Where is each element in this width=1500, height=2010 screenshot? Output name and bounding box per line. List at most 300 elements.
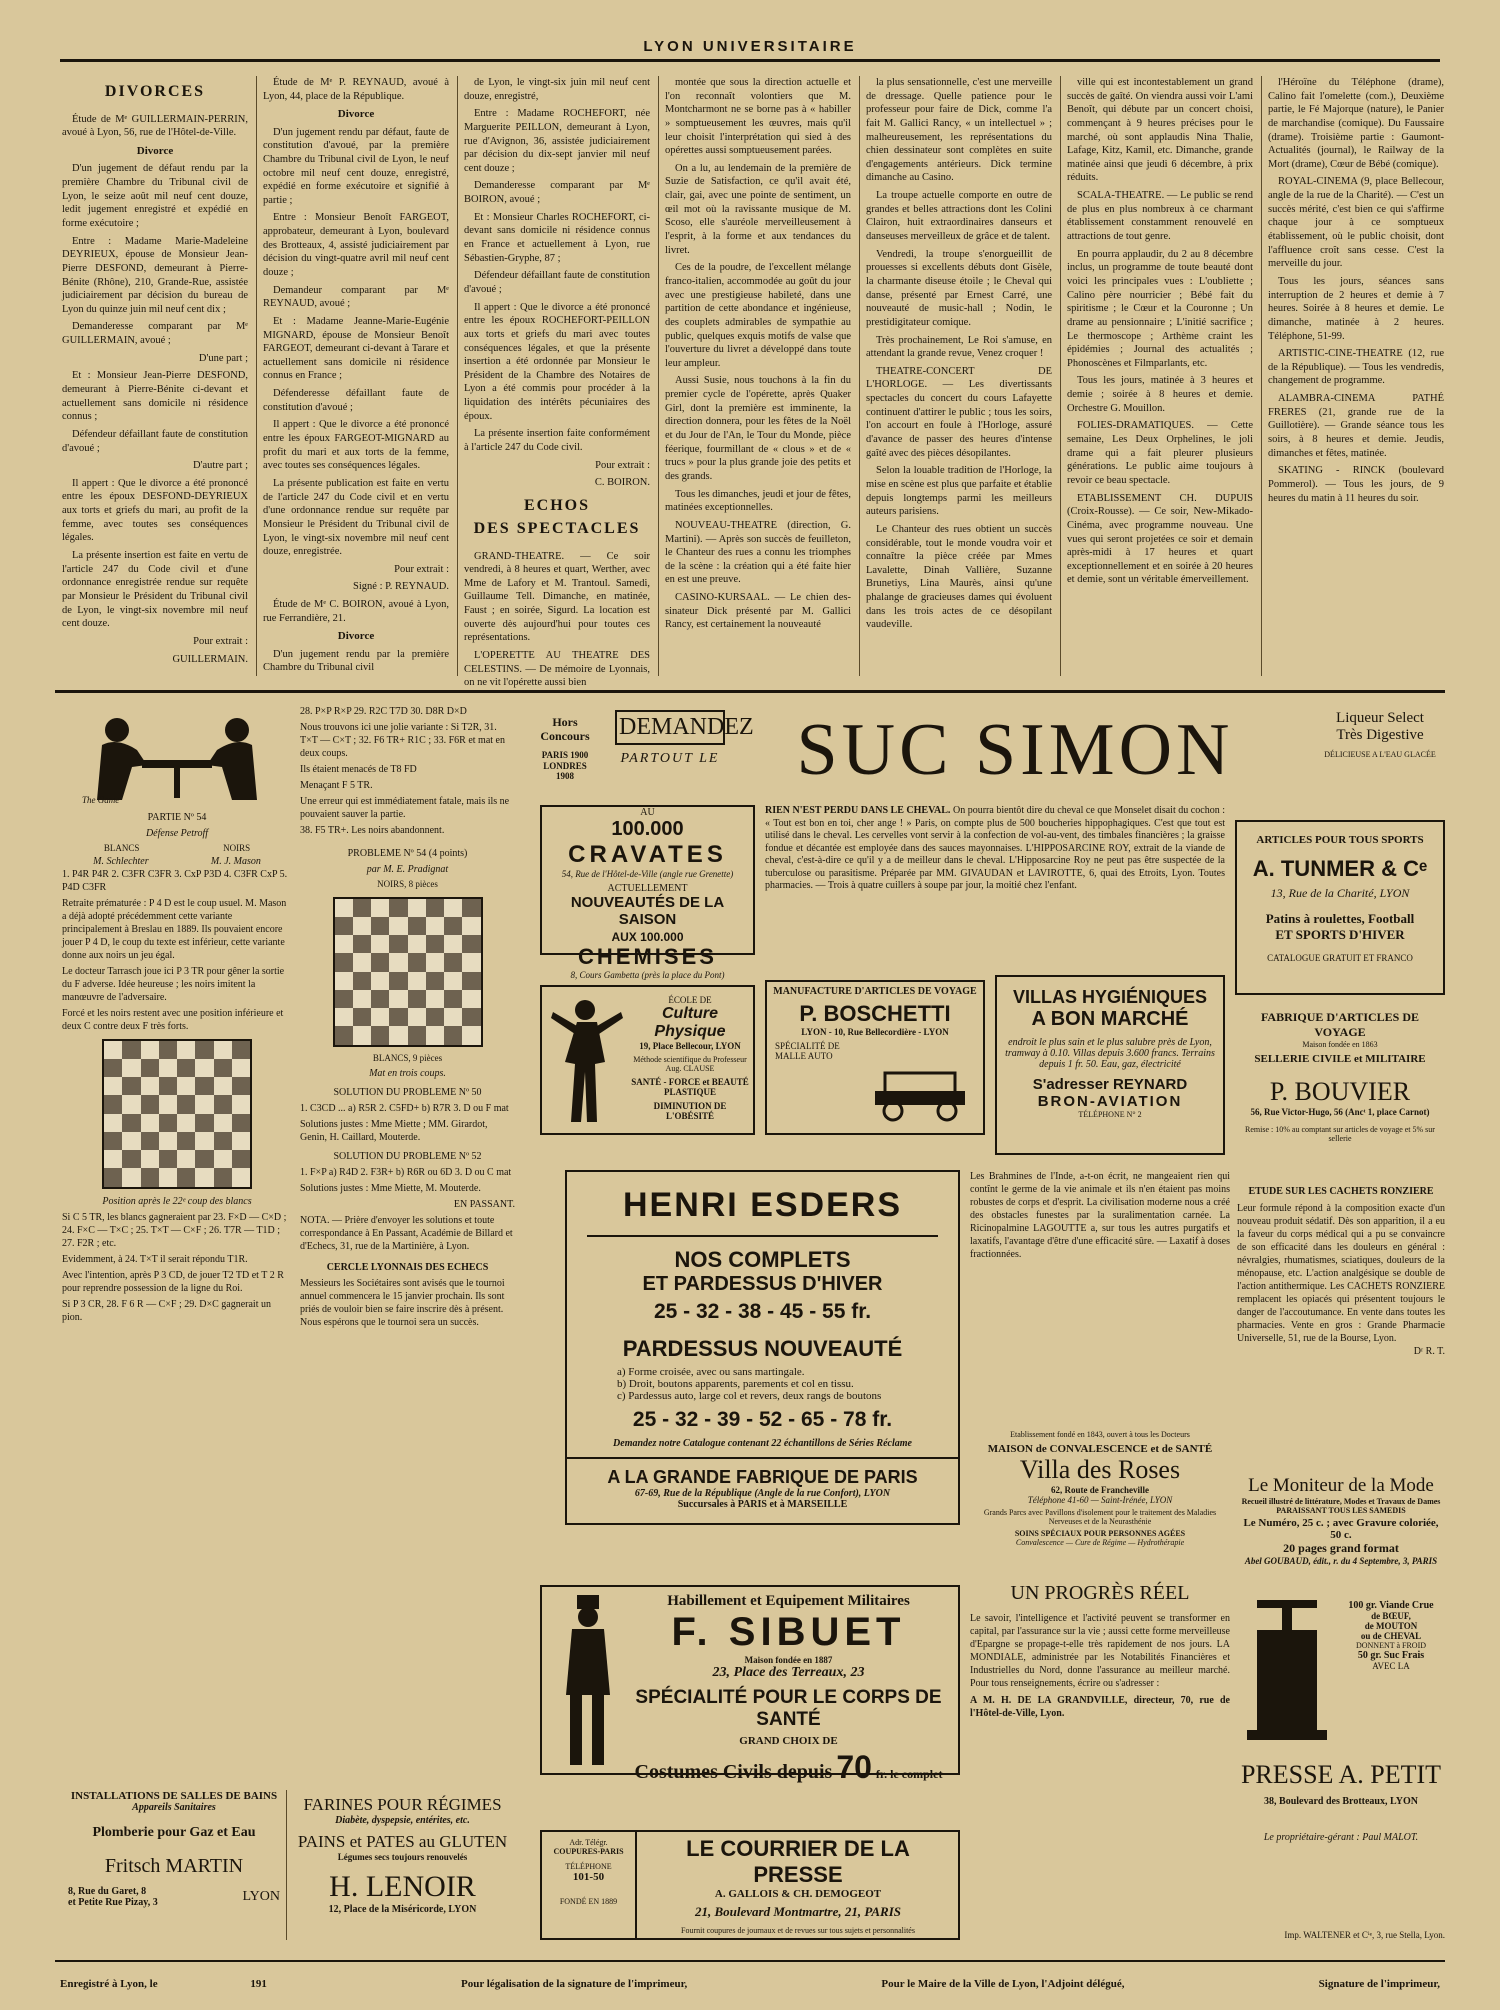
- annotation: Si C 5 TR, les blancs gagneraient par 23. F×D — C×D ; 24. F×C — T×C ; 25. T×T — C×F ; 26. T7R — T1D ; 27. F2R ; etc.: [62, 1211, 287, 1249]
- farines-name: H. LENOIR: [329, 1870, 476, 1903]
- board-square: [408, 972, 426, 990]
- bouvier-remise: Remise : 10% au comptant sur articles de voyage et 5% sur sellerie: [1245, 1125, 1435, 1143]
- board-square: [444, 917, 462, 935]
- villas-text: endroit le plus sain et le plus salubre près de Lyon, tramway à 0.10. Villas depuis 3.600 francs. Terrains depuis 1 fr. 50. Eau, gaz, électricité: [1005, 1037, 1215, 1070]
- bouvier-sellerie: SELLERIE CIVILE et MILITAIRE: [1254, 1053, 1426, 1065]
- esders-name: HENRI ESDERS: [622, 1186, 903, 1224]
- board-square: [214, 1132, 232, 1150]
- solution-52: 1. F×P a) R4D 2. F3R+ b) R6R ou 6D 3. D ou C mat: [300, 1167, 512, 1179]
- board-square: [408, 917, 426, 935]
- footer-divider: [55, 1960, 1445, 1962]
- paris-1900: PARIS 1900: [541, 749, 589, 760]
- board-square: [335, 1008, 353, 1026]
- board-square: [195, 1150, 213, 1168]
- board-square: [195, 1132, 213, 1150]
- paragraph: Tous les jours, séances sans interruption de 2 heures et demie à 7 heures. Soirée à 8 heures et demie. Le dimanche, matinée à 2 heures. Téléphone, 51-99.: [1268, 275, 1444, 342]
- culture-physique-ad: [540, 985, 755, 1135]
- tunmer-ad: [1235, 820, 1445, 995]
- paragraph: ville qui est incontestablement un grand succès de gaîté. On viendra aussi voir L'ami Benoît, qui débute par un concert choisi, commençant à 9 heures précises pour le marché, où sont applaudis Nina Thalie, Lafage, Kitz, Kamil, etc. Dimanche, grande matinée ainsi que jeudi 6 décembre, à prix réduits.: [1067, 77, 1253, 184]
- annotation: Avec l'intention, après P 3 CD, de jouer T2 TD et T 2 R pour reprendre possession de la ligne du Roi.: [62, 1269, 284, 1294]
- paragraph: Le Chanteur des rues obtient un succès considérable, tout le monde voudra voir et connaître la pièce créée par Mmes Lavalette, Dinah Vallière, Suzanne Brunetiys, Lina Maurès, ainsi qu'une phalange de gracieuses dames qui évoluent dans les trois actes de ce désopilant vaudeville.: [866, 523, 1052, 631]
- annotation: Si P 3 CR, 28. F 6 R — C×F ; 29. D×C gagnerait un pion.: [62, 1298, 271, 1323]
- divorces-column: [62, 76, 248, 676]
- paragraph: Demanderesse comparant par Mᵉ BOIRON, avoué ;: [464, 180, 650, 206]
- roses-telephone: Téléphone 41-60 — Saint-Irénée, LYON: [1027, 1495, 1173, 1505]
- sibuet-costumes: Costumes Civils depuis: [634, 1761, 833, 1783]
- divorce-subheading: Divorce: [136, 145, 174, 158]
- automobile-icon: [865, 1063, 975, 1123]
- board-square: [122, 1059, 140, 1077]
- echos-title: ECHOS: [523, 496, 590, 514]
- paragraph: Et : Monsieur Charles ROCHEFORT, ci-devant sans domicile ni résidence connus en France et actuellement à Lyon, rue Sébastien-Gryphe, 87 ;: [464, 211, 650, 264]
- footer-maire: Pour le Maire de la Ville de Lyon, l'Adjoint délégué,: [881, 1978, 1125, 1990]
- moniteur-mode-ad: [1237, 1475, 1445, 1595]
- bains-lyon: LYON: [242, 1889, 280, 1904]
- board-square: [389, 990, 407, 1008]
- board-square: [353, 1026, 371, 1044]
- presse-suc: 50 gr. Suc Frais: [1357, 1650, 1425, 1661]
- board-square: [141, 1041, 159, 1059]
- board-square: [426, 1026, 444, 1044]
- footer-signature: Signature de l'imprimeur,: [1318, 1978, 1440, 1990]
- paragraph: Aussi Susie, nous touchons à la fin du premier cycle de l'opérette, après Quaker Girl, dont la première est imminente, la direction donnera, pour les fêtes de la Noël et du Jour de l'An, le Tour du Monde, pièce féerique, fourmillant de « clous » et de « trucs » pour la plus grande joie des petits et des grands.: [665, 375, 851, 482]
- reynaud-column: [263, 76, 449, 676]
- presse-petit-ad: [1237, 1600, 1445, 1860]
- etude-guillermain: Étude de Mᵉ GUILLERMAIN-PERRIN, avoué à Lyon, 56, rue de l'Hôtel-de-Ville.: [62, 113, 248, 139]
- sibuet-fondee: Maison fondée en 1887: [744, 1655, 833, 1665]
- divorces-title: DIVORCES: [104, 83, 206, 100]
- farines-title: FARINES POUR RÉGIMES: [303, 1795, 502, 1814]
- board-square: [371, 917, 389, 935]
- moniteur-name: Le Moniteur de la Mode: [1248, 1475, 1434, 1496]
- solution-52-justes: Solutions justes : Mme Miette, M. Mouterde.: [300, 1183, 481, 1195]
- spectacles-column-3: [1067, 76, 1253, 676]
- board-square: [141, 1132, 159, 1150]
- board-square: [141, 1150, 159, 1168]
- board-square: [462, 1026, 480, 1044]
- bains-address-2: et Petite Rue Pizay, 3: [68, 1897, 158, 1908]
- board-square: [122, 1150, 140, 1168]
- board-square: [462, 953, 480, 971]
- board-square: [444, 1008, 462, 1026]
- esders-catalogue: Demandez notre Catalogue contenant 22 échantillons de Séries Réclame: [613, 1438, 912, 1449]
- board-square: [195, 1168, 213, 1186]
- paragraph: Il appert : Que le divorce a été prononcé entre les époux ROCHEFORT-PEILLON aux torts et griefs du mari avec toutes conséquences légales, et que la présente insertion a été ordonnée par Monsieur le Président de la Chambre des Notaires de Lyon a été commis pour procéder à la liquidation des intérêts pécuniaires des époux.: [464, 301, 650, 422]
- cercle-title: CERCLE LYONNAIS DES ECHECS: [326, 1262, 489, 1274]
- footer-year: 191: [250, 1978, 267, 1990]
- noirs-label: NOIRS: [223, 843, 251, 853]
- sibuet-address: 23, Place des Terreaux, 23: [712, 1665, 865, 1680]
- courrier-presse-ad: [540, 1830, 960, 1940]
- paragraph: SKATING - RINCK (boulevard Pommerol). — Tous les jours, de 9 heures du matin à 11 heures du soir.: [1268, 465, 1444, 504]
- presse-viande: 100 gr. Viande Crue: [1348, 1600, 1434, 1611]
- board-square: [159, 1114, 177, 1132]
- board-square: [426, 935, 444, 953]
- chess-board-position: [102, 1039, 252, 1189]
- board-square: [371, 1008, 389, 1026]
- spectacles-column: [665, 76, 851, 676]
- paragraph: Entre : Monsieur Benoît FARGEOT, approbateur, demeurant à Lyon, boulevard des Brotteaux, 4, assisté judiciairement par décision du vingt-quatre avril mil neuf cent douze ;: [263, 212, 449, 278]
- paragraph: Pour extrait :: [193, 635, 248, 647]
- bains-name: Fritsch MARTIN: [104, 1855, 244, 1877]
- board-square: [371, 1026, 389, 1044]
- board-square: [353, 972, 371, 990]
- paragraph: La troupe actuelle comporte en outre de grandes et belles attractions dont les Colini Clairon, huit extraordinaires danseurs et danseuses merveilleux de grâce et de talent.: [866, 190, 1052, 243]
- courrier-telephone-label: TÉLÉPHONE: [565, 1862, 612, 1871]
- white-player: M. Schlechter: [93, 855, 149, 867]
- paragraph: Demanderesse comparant par Mᵉ GUILLERMAIN, avoué ;: [62, 321, 248, 347]
- bouvier-fondee: Maison fondée en 1863: [1302, 1040, 1378, 1049]
- sibuet-choix: GRAND CHOIX DE: [739, 1735, 838, 1747]
- board-square: [195, 1059, 213, 1077]
- paragraph: Il appert : Que le divorce a été prononcé entre les époux FARGEOT-MIGNARD au profit du mari et aux torts de la femme, avec toutes ses conséquences légales.: [263, 419, 449, 472]
- board-square: [389, 953, 407, 971]
- board-square: [426, 972, 444, 990]
- ronziere-text: Leur formule répond à la composition exacte d'un nouveau produit sédatif. Dès son apparition, il a eu la faveur du corps médical qui a pu se convaincre de son efficacité dans les douleurs en général : névralgies, rhumatismes, sciatiques, douleurs de la ménopause, etc. L'action analgésique se double de l'action antithermique. Les CACHETS RONZIERE remplacent les opiacés qui présentent toujours le danger de l'accoutumance. En vente dans toutes les pharmacies. Vente en gros : Grande Pharmacie Universelle, 51, rue de la Bourse, Lyon.: [1237, 1203, 1445, 1344]
- moniteur-numero: Le Numéro, 25 c. ; avec Gravure coloriée, 50 c.: [1243, 1517, 1439, 1541]
- annotation: Une erreur qui est immédiatement fatale, mais ils ne pouvaient sauver la partie.: [300, 796, 510, 820]
- presse-mouton: de MOUTON: [1364, 1621, 1418, 1631]
- board-caption: Position après le 22ᵉ coup des blancs: [102, 1195, 252, 1207]
- ricinopalmine-article: Les Brahmines de l'Inde, a-t-on écrit, ne mangeaient rien qui contînt le germe de la vie animale et ils n'en étaient pas moins robustes de corps et d'esprit. La civilisation moderne nous a créé des obstacles funestes par la suralimentation carnée. La Ricinopalmine LAGOUTTE a, sur tous les autres purgatifs et laxatifs, l'avantage d'être d'une efficacité sûre. — Laxatif à doses fractionnées.: [970, 1171, 1230, 1260]
- meat-press-icon: [1237, 1600, 1337, 1750]
- board-square: [232, 1114, 250, 1132]
- solution-50: 1. C3CD ... a) R5R 2. C5FD+ b) R7R 3. D ou F mat: [300, 1103, 509, 1115]
- board-square: [177, 1114, 195, 1132]
- esders-prices: 25 - 32 - 38 - 45 - 55 fr.: [653, 1300, 872, 1323]
- divorce-subheading: Divorce: [337, 630, 375, 643]
- solution-50-title: SOLUTION DU PROBLEME Nº 50: [333, 1087, 482, 1099]
- column-divider: [1261, 76, 1262, 676]
- board-square: [408, 935, 426, 953]
- tres-digestive: Très Digestive: [1336, 727, 1424, 743]
- hipposarcine-article: [765, 805, 1225, 960]
- board-square: [444, 972, 462, 990]
- board-square: [177, 1132, 195, 1150]
- board-square: [214, 1059, 232, 1077]
- board-square: [122, 1132, 140, 1150]
- bouvier-fabrique: FABRIQUE D'ARTICLES DE VOYAGE: [1260, 1010, 1420, 1039]
- etude-boiron: Étude de Mᵉ C. BOIRON, avoué à Lyon, rue Ferrandière, 21.: [263, 599, 449, 624]
- progres-title: UN PROGRÈS RÉEL: [1010, 1582, 1190, 1604]
- board-square: [462, 972, 480, 990]
- board-square: [104, 1041, 122, 1059]
- farines-sub: Diabète, dyspepsie, entérites, etc.: [335, 1815, 470, 1826]
- cinema-column: [1268, 76, 1444, 676]
- tunmer-address: 13, Rue de la Charité, LYON: [1270, 886, 1410, 900]
- board-square: [141, 1095, 159, 1113]
- solution-52-title: SOLUTION DU PROBLEME Nº 52: [333, 1151, 482, 1163]
- chemises-address: 8, Cours Gambetta (près la place du Pont): [570, 970, 725, 980]
- culture-sante: SANTÉ - FORCE et BEAUTÉ PLASTIQUE: [631, 1077, 749, 1097]
- footer: [60, 1978, 1440, 1990]
- esders-complets: NOS COMPLETS: [674, 1247, 851, 1272]
- nota: NOTA. — Prière d'envoyer les solutions et toute correspondance à En Passant, Académie de Billard et d'Echecs, 31, rue de la Martinière, à Lyon.: [300, 1215, 513, 1253]
- cercle-text: Messieurs les Sociétaires sont avisés que le tournoi annuel commencera le 15 janvier prochain. Ils sont priés de vouloir bien se faire inscrire dès à présent. Nous espérons que le tournoi sera un succès.: [300, 1278, 505, 1329]
- farines-legumes: Légumes secs toujours renouvelés: [337, 1852, 468, 1862]
- boiron-column: [464, 76, 650, 689]
- annotation: 38. F5 TR+. Les noirs abandonnent.: [300, 825, 445, 836]
- paragraph: Il appert : Que le divorce a été prononcé entre les époux DESFOND-DEYRIEUX aux torts et griefs du mari, au profit de la femme, avec toutes ses conséquences légales.: [62, 477, 248, 544]
- column-divider: [658, 76, 659, 676]
- courrier-adr: Adr. Télégr.: [569, 1838, 608, 1847]
- tunmer-name: A. TUNMER & Cᵉ: [1252, 856, 1428, 881]
- suc-simon-title: SUC SIMON: [796, 709, 1234, 791]
- column-divider: [859, 76, 860, 676]
- board-square: [232, 1041, 250, 1059]
- presse-donnent: DONNENT à FROID: [1355, 1641, 1427, 1650]
- board-square: [177, 1150, 195, 1168]
- defense-name: Défense Petroff: [145, 828, 209, 839]
- paragraph: Très prochainement, Le Roi s'amuse, en attendant la grande revue, Venez croquer !: [866, 334, 1052, 360]
- gerant: Le propriétaire-gérant : Paul MALOT.: [1263, 1832, 1419, 1843]
- board-square: [353, 953, 371, 971]
- annotation: Nous trouvons ici une jolie variante : Si T2R, 31. T×T — C×T ; 32. F6 TR+ R1C ; 33. F6R et mat en deux coups.: [300, 722, 505, 759]
- board-square: [177, 1041, 195, 1059]
- paragraph: Ces de la poudre, de l'excellent mélange franco-italien, accommodée au goût du jour avec une prestigieuse habileté, dans une partition de cette abondance et ingénieuse, des couplets admirables de sympathie au public, quelques exquis motifs de valse que l'ouverture du livret a développé dans toute leur ampleur.: [665, 262, 851, 369]
- presse-boeuf: de BŒUF,: [1371, 1611, 1411, 1621]
- etude-reynaud: Étude de Mᵉ P. REYNAUD, avoué à Lyon, 44, place de la République.: [263, 77, 449, 102]
- sibuet-ad: [540, 1585, 960, 1785]
- board-square: [232, 1150, 250, 1168]
- board-square: [141, 1077, 159, 1095]
- black-player: M. J. Mason: [210, 855, 261, 867]
- board-square: [195, 1041, 213, 1059]
- demandez-block: [615, 710, 754, 767]
- board-square: [104, 1059, 122, 1077]
- board-square: [335, 935, 353, 953]
- londres-1908: LONDRES 1908: [543, 760, 587, 782]
- chemises-name: CHEMISES: [578, 944, 717, 969]
- hipposarcine-text: On pourra bientôt dire du cheval ce que Monselet disait du cochon : « Tout est bon en toi, cher ange ! » Paris, on compte plus de 500 boucheries hippophagiques. C'est que tout est utilisé dans le cheval. Les cervelles vont servir à la confection de vol-au-vent, des timbales financières ; la graisse fondue et décantée est employée dans des sauces mayonnaises. L'HIPPOSARCINE ROY, extrait de la viande de cheval, c'est-à-dire ce qu'il y a de meilleur dans le cheval. L'Hipposarcine Roy ne peut pas être suspectée de la tuberculose ou parasitisme. Préparée par MM. GIVAUDAN et LAVIROTTE, 6, quai des Etroits, Lyon. Toutes pharmacies. — Trois à quatre cuillers à soupe par jour, la moitié chez l'enfant.: [765, 805, 1226, 891]
- board-square: [426, 917, 444, 935]
- paragraph: ETABLISSEMENT CH. DUPUIS (Croix-Rousse). — Ce soir, New-Mikado-Cinéma, avec programme nouveau. Une vues qui seront projetées ce soir et demain après-midi à 17 heures et quart exceptionnellement et en soirée à 20 heures et demie, sont un véritable émerveillement.: [1067, 492, 1253, 586]
- spectacles-title: DES SPECTACLES: [473, 519, 641, 537]
- board-square: [389, 1026, 407, 1044]
- annotation: Menaçant F 5 TR.: [300, 780, 373, 791]
- paragraph: Selon la louable tradition de l'Horloge, la mise en scène est plus que parfaite et établie depuis longtemps parmi les meilleurs auteurs parisiens.: [866, 465, 1053, 518]
- board-square: [371, 953, 389, 971]
- board-square: [353, 990, 371, 1008]
- board-square: [104, 1132, 122, 1150]
- paragraph: La présente insertion faite conformément à l'article 247 du Code civil.: [464, 428, 650, 454]
- moves-list: 1. P4R P4R 2. C3FR C3FR 3. CxP P3D 4. C3FR CxP 5. P4D C3FR: [62, 868, 288, 893]
- board-square: [159, 1168, 177, 1186]
- culture-address: 19, Place Bellecour, LYON: [639, 1041, 741, 1051]
- signature: GUILLERMAIN.: [172, 653, 248, 665]
- board-square: [462, 917, 480, 935]
- board-square: [408, 1008, 426, 1026]
- section-divider: [55, 690, 1445, 693]
- villas-adresser: S'adresser REYNARD: [1032, 1076, 1188, 1093]
- player-names: [62, 855, 292, 868]
- board-square: [214, 1114, 232, 1132]
- progres-address: A M. H. DE LA GRANDVILLE, directeur, 70, rue de l'Hôtel-de-Ville, Lyon.: [970, 1695, 1230, 1719]
- board-square: [389, 899, 407, 917]
- bains-appareils: Appareils Sanitaires: [132, 1802, 216, 1813]
- board-square: [426, 1008, 444, 1026]
- board-square: [462, 935, 480, 953]
- boschetti-speciality: SPÉCIALITÉ DE MALLE AUTO: [775, 1041, 840, 1061]
- partout-label: PARTOUT LE: [620, 751, 720, 766]
- esders-ad: [565, 1170, 960, 1525]
- paragraph: montée que sous la direction actuelle et l'on reconnaît volontiers que M. Montcharmont ne se borne pas à « habiller » somptueusement les œuvres, mais qu'il leur choisit l'interprétation qui sied à des opérettes aussi somptueusement parées.: [665, 77, 851, 157]
- board-square: [335, 972, 353, 990]
- esders-fabrique: A LA GRANDE FABRIQUE DE PARIS: [607, 1467, 918, 1487]
- farines-ad: [295, 1795, 510, 1935]
- sibuet-price: 70: [836, 1749, 872, 1785]
- sibuet-fr: fr. le complet: [875, 1767, 943, 1781]
- partie-title: PARTIE Nº 54: [147, 812, 207, 823]
- bouvier-address: 56, Rue Victor-Hugo, 56 (Ancᵗ 1, place Carnot): [1250, 1107, 1430, 1117]
- farines-address: 12, Place de la Miséricorde, LYON: [328, 1904, 477, 1915]
- board-square: [122, 1095, 140, 1113]
- bouvier-name: P. BOUVIER: [1269, 1077, 1411, 1106]
- paragraph: Vendredi, la troupe s'enorgueillit de prouesses si excellents débuts dont Gisèle, la charmante diseuse étoile ; le Cheval qui danse, présenté par Ernest Carré, une nouveauté de music-hall ; Nodin, le prestidigitateur comique.: [866, 248, 1052, 328]
- board-square: [141, 1059, 159, 1077]
- roses-parcs: Grands Parcs avec Pavillons d'isolement pour le traitement des Maladies Nerveuses et de la Neurasthénie: [983, 1508, 1217, 1526]
- hors-concours-label: Hors Concours: [540, 715, 590, 744]
- board-square: [214, 1095, 232, 1113]
- board-square: [335, 899, 353, 917]
- blancs-label: BLANCS: [103, 843, 140, 853]
- annotation: Le docteur Tarrasch joue ici P 3 TR pour gêner la sortie du F adverse. Idée heureuse ; les noirs imitent la manœuvre de l'adversaire.: [62, 965, 285, 1003]
- board-square: [232, 1059, 250, 1077]
- board-square: [426, 953, 444, 971]
- esders-option-b: b) Droit, boutons apparents, parements et col en tissu.: [617, 1378, 854, 1390]
- moniteur-pages: 20 pages grand format: [1283, 1541, 1399, 1555]
- problem-title: PROBLEME Nº 54 (4 points): [347, 848, 468, 859]
- roses-conv: Convalescence — Cure de Régime — Hydrothérapie: [1015, 1538, 1185, 1547]
- board-square: [389, 972, 407, 990]
- paragraph: CASINO-KURSAAL. — Le chien des- sinateur Dick présenté par M. Gallici Rancy, est certainement la nouveauté: [665, 592, 851, 631]
- culture-methode: Méthode scientifique du Professeur Aug. CLAUSE: [633, 1055, 747, 1073]
- paragraph: Tous les dimanches, jeudi et jour de fêtes, matinées exceptionnelles.: [665, 488, 851, 514]
- paragraph: de Lyon, le vingt-six juin mil neuf cent douze, enregistré,: [464, 77, 650, 102]
- progres-text: Le savoir, l'intelligence et l'activité peuvent se transformer en capital, par l'assurance sur la vie ; aussi cette forme merveilleuse d'Epargne se propage-t-elle très rapidement de nos jours. LA MONDIALE, administrée par les Notabilités Financières et Industrielles du Nord, donne l'assurance au meilleur marché. Pour tous renseignements, écrire ou s'adresser :: [970, 1613, 1230, 1689]
- actuellement: ACTUELLEMENT: [607, 883, 688, 894]
- paragraph: NOUVEAU-THEATRE (direction, G. Martini). — Après son succès de feuilleton, le Chanteur des rues a connu les triomphes de la scène : la création qui a été faite hier en est une preuve.: [665, 519, 851, 586]
- board-square: [214, 1041, 232, 1059]
- villas-telephone: TÉLÉPHONE N° 2: [1078, 1110, 1142, 1119]
- paragraph: FOLIES-DRAMATIQUES. — Cette semaine, Les Deux Orphelines, le joli drame qui a fait pleurer plusieurs générations. Le public aime toujours à revoir ce beau spectacle.: [1067, 420, 1253, 486]
- chess-players-icon: [62, 705, 292, 805]
- illustration-caption: The Game: [82, 795, 120, 806]
- cravates-ad: [540, 805, 755, 980]
- paragraph: Demandeur comparant par Mᵉ REYNAUD, avoué ;: [263, 284, 449, 310]
- column-divider: [457, 76, 458, 676]
- mat-label: Mat en trois coups.: [369, 1068, 446, 1080]
- paragraph: Défenderesse défaillant faute de constitution d'avoué ;: [263, 388, 449, 413]
- ronziere-title: ETUDE SUR LES CACHETS RONZIERE: [1248, 1186, 1434, 1197]
- board-square: [335, 917, 353, 935]
- board-square: [371, 990, 389, 1008]
- paragraph: D'un jugement rendu par la première Chambre du Tribunal civil: [263, 648, 449, 674]
- paragraph: la plus sensationnelle, c'est une merveille de dressage. Quelle patience pour le professeur pour faire de Dick, comme l'a fait M. Gallici Rancy, « un intellectuel » ; malheureusement, les représentations du chien dessinateur sont complètes en suite d'engagements antérieurs. Dick termine dimanche au Casino.: [866, 77, 1052, 184]
- chess-problem-board: [333, 897, 483, 1047]
- player-header: [62, 843, 292, 855]
- column-divider: [256, 76, 257, 676]
- esders-prices-2: 25 - 32 - 39 - 52 - 65 - 78 fr.: [632, 1408, 893, 1431]
- paragraph: Pour extrait :: [394, 563, 449, 575]
- sibuet-speciality: SPÉCIALITÉ POUR LE CORPS DE SANTÉ: [635, 1687, 942, 1730]
- roses-fondee: Etablissement fondé en 1843, ouvert à tous les Docteurs: [1010, 1430, 1190, 1439]
- paragraph: Pour extrait :: [595, 459, 650, 471]
- board-square: [141, 1168, 159, 1186]
- board-square: [408, 953, 426, 971]
- boschetti-name: P. BOSCHETTI: [799, 1001, 951, 1026]
- column-divider: [1060, 76, 1061, 676]
- paragraph: Entre : Madame ROCHEFORT, née Marguerite PEILLON, demeurant à Lyon, rue d'Avignon, 36, assistée judiciairement par décision du dix-sept janvier mil neuf cent douze ;: [464, 108, 650, 174]
- chess-column-2: [300, 705, 515, 1735]
- paragraph: GRAND-THEATRE. — Ce soir vendredi, à 8 heures et quart, Werther, avec Mme de Lafory et M. Trantoul. Samedi, Guillaume Tell. Dimanche, en matinée, Faust ; en soirée, Sigurd. La location est ouverte dès aujourd'hui pour toutes ces représentations.: [464, 550, 650, 644]
- board-square: [159, 1150, 177, 1168]
- esders-option-c: c) Pardessus auto, large col et revers, deux rangs de boutons: [617, 1390, 882, 1402]
- esders-pardessus: ET PARDESSUS D'HIVER: [642, 1273, 883, 1295]
- roses-address: 62, Route de Francheville: [1051, 1485, 1149, 1495]
- board-square: [426, 899, 444, 917]
- board-square: [335, 990, 353, 1008]
- masthead: LYON UNIVERSITAIRE: [60, 38, 1440, 62]
- paragraph: Défendeur défaillant faute de constitution d'avoué ;: [464, 270, 650, 295]
- board-square: [104, 1077, 122, 1095]
- board-square: [159, 1059, 177, 1077]
- culture-physique-name: Culture Physique: [654, 1005, 726, 1040]
- hors-concours: [535, 715, 595, 782]
- presse-address: 38, Boulevard des Brotteaux, LYON: [1264, 1796, 1418, 1807]
- board-square: [232, 1168, 250, 1186]
- sibuet-habillement: Habillement et Equipement Militaires: [667, 1593, 910, 1609]
- bains-address: 8, Rue du Garet, 8: [68, 1886, 147, 1897]
- culture-obesite: DIMINUTION DE L'OBÉSITÉ: [653, 1101, 727, 1121]
- chess-players-illustration: [62, 705, 292, 805]
- board-square: [408, 1026, 426, 1044]
- board-square: [177, 1077, 195, 1095]
- villas-bron: BRON-AVIATION: [1037, 1093, 1183, 1110]
- board-square: [389, 917, 407, 935]
- moniteur-sub: Recueil illustré de littérature, Modes et Travaux de Dames: [1241, 1497, 1441, 1506]
- paragraph: l'Héroïne du Téléphone (drame), Calino fait l'omelette (com.), Deuxième partie, le Fé Majorque (nature), le Panier de marchandise (comique). Du Faussaire (drame). Troisième partie : Gaumont-Actualités (journal), le Railway de la Mort (drame), Cœur de Bébé (comique).: [1268, 77, 1444, 170]
- courrier-fournit: Fournit coupures de journaux et de revues sur tous sujets et personnalités: [681, 1926, 915, 1935]
- signature: Signé : P. REYNAUD.: [353, 581, 449, 593]
- bains-plomberie: Plomberie pour Gaz et Eau: [92, 1825, 256, 1840]
- moniteur-abel: Abel GOUBAUD, édit., r. du 4 Septembre, 3, PARIS: [1244, 1556, 1438, 1566]
- board-square: [104, 1095, 122, 1113]
- boschetti-ad: [765, 980, 985, 1135]
- board-square: [104, 1114, 122, 1132]
- annotation: Evidemment, à 24. T×T il serait répondu T1R.: [62, 1253, 248, 1265]
- annotation: Retraite prématurée : P 4 D est le coup usuel. M. Mason a déjà adopté précédemment cette variante principalement à Breslau en 1889. Ils pouvaient encore jouer P 4 D, le coup du texte est inférieur, cette variante donne aux noirs un jeu égal.: [62, 897, 287, 961]
- board-square: [232, 1132, 250, 1150]
- board-square: [104, 1150, 122, 1168]
- board-square: [353, 899, 371, 917]
- divorce-subheading: Divorce: [337, 108, 375, 121]
- tunmer-catalogue: CATALOGUE GRATUIT ET FRANCO: [1267, 953, 1413, 963]
- chemises-au: AUX 100.000: [611, 930, 684, 944]
- board-square: [177, 1168, 195, 1186]
- board-square: [104, 1168, 122, 1186]
- board-square: [122, 1041, 140, 1059]
- liqueur-block: [1315, 710, 1445, 759]
- hipposarcine-title: RIEN N'EST PERDU DANS LE CHEVAL.: [765, 805, 951, 816]
- courrier-name: LE COURRIER DE LA PRESSE: [686, 1836, 910, 1887]
- tunmer-articles: ARTICLES POUR TOUS SPORTS: [1256, 834, 1424, 846]
- paragraph: La présente publication est faite en vertu de l'article 247 du Code civil et en vertu d'une ordonnance rendue sur requête par Monsieur le Président du Tribunal civil de Lyon, le vingt-six novembre mil neuf cent douze, enregistrée.: [263, 477, 449, 558]
- paragraph: D'une part ;: [198, 352, 248, 364]
- paragraph: Et : Monsieur Jean-Pierre DESFOND, demeurant à Pierre-Bénite ci-devant et actuellement sans domicile ni résidence connus ;: [62, 370, 248, 423]
- annotation: Forcé et les noirs restent avec une position inférieure et deux C contre deux F très forts.: [62, 1007, 284, 1032]
- courrier-directeurs: A. GALLOIS & CH. DEMOGEOT: [714, 1888, 882, 1900]
